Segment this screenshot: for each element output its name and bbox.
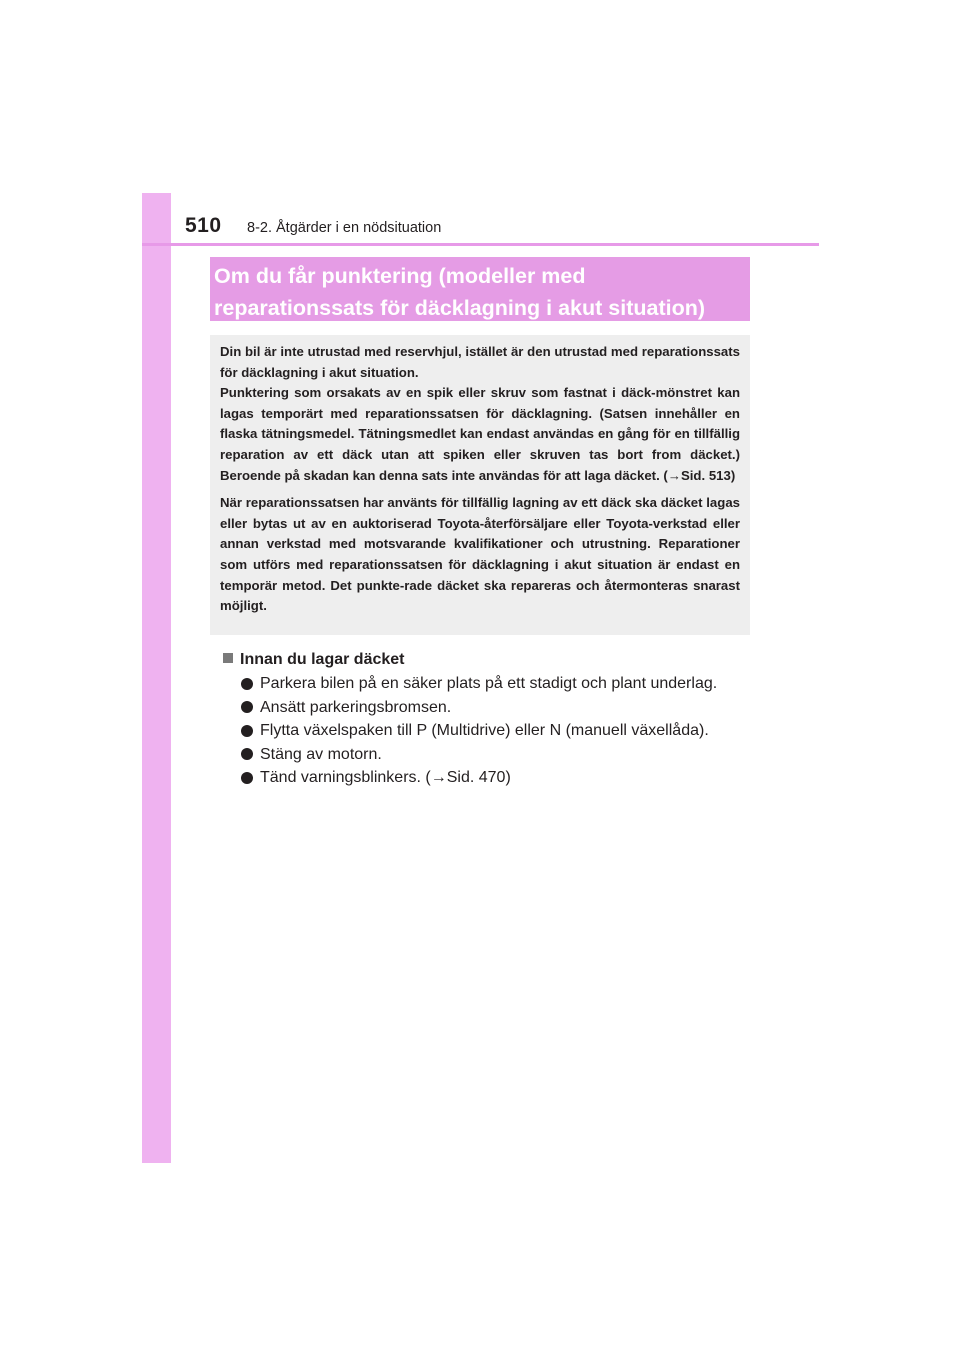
list-item — [241, 696, 717, 720]
info-paragraph-3: När reparationssatsen har använts för tillfällig lagning av ett däck ska däcket lagas eller bytas ut av en auktoriserad Toyota-återförsäljare eller Toyota-verkstad eller annan verkstad med motsvarande kvalifikationer och utrustning. Reparationer som utförs med reparationssatsen för däcklagning i akut situation är endast en temporär metod. Det punkte-rade däcket ska repareras och återmonteras snarast möjligt. — [220, 495, 740, 614]
bullet-dot-icon — [241, 678, 253, 690]
list-item — [241, 743, 717, 767]
page-title-line-2: reparationssats för däcklagning i akut situation) — [214, 296, 706, 320]
bullet-dot-icon — [241, 748, 253, 760]
list-item — [241, 672, 717, 696]
page-title-line-1: Om du får punktering (modeller med — [214, 264, 586, 288]
list-item — [241, 766, 717, 790]
list-item-text: Ansätt parkeringsbromsen. — [260, 698, 452, 716]
list-item — [241, 719, 717, 743]
list-item-text: Flytta växelspaken till P (Multidrive) eller N (manuell växellåda). — [260, 722, 709, 739]
section-reference: 8-2. Åtgärder i en nödsituation — [247, 220, 442, 236]
header-divider — [142, 243, 819, 246]
square-bullet-icon — [223, 653, 233, 663]
list-item-text: Stäng av motorn. — [260, 745, 382, 763]
info-box — [210, 335, 750, 635]
info-paragraph-1: Din bil är inte utrustad med reservhjul, istället är den utrustad med reparationssats för däcklagning i akut situation. — [220, 344, 740, 380]
chapter-side-tab — [142, 193, 171, 1163]
list-item-text: Parkera bilen på en säker plats på ett stadigt och plant underlag. — [260, 675, 718, 692]
info-paragraph-2: Punktering som orsakats av en spik eller skruv som fastnat i däck-mönstret kan lagas temporärt med reparationssatsen för däcklagning. (Satsen innehåller en flaska tätningsmedel. Tätningsmedlet kan endast användas en gång för en tillfällig reparation av ett däck utan att spiken eller skruven tas bort from däcket.) Beroende på skadan kan denna sats inte användas för att laga däcket. (→Sid. 513) — [220, 385, 740, 483]
section-heading-text: Innan du lagar däcket — [240, 651, 405, 668]
page-number: 510 — [185, 214, 222, 237]
bullet-dot-icon — [241, 725, 253, 737]
page-title — [214, 260, 754, 324]
bullet-dot-icon — [241, 772, 253, 784]
section-heading — [223, 648, 404, 672]
bullet-dot-icon — [241, 701, 253, 713]
list-item-text: Tänd varningsblinkers. (→Sid. 470) — [260, 769, 511, 786]
step-list — [241, 672, 717, 790]
